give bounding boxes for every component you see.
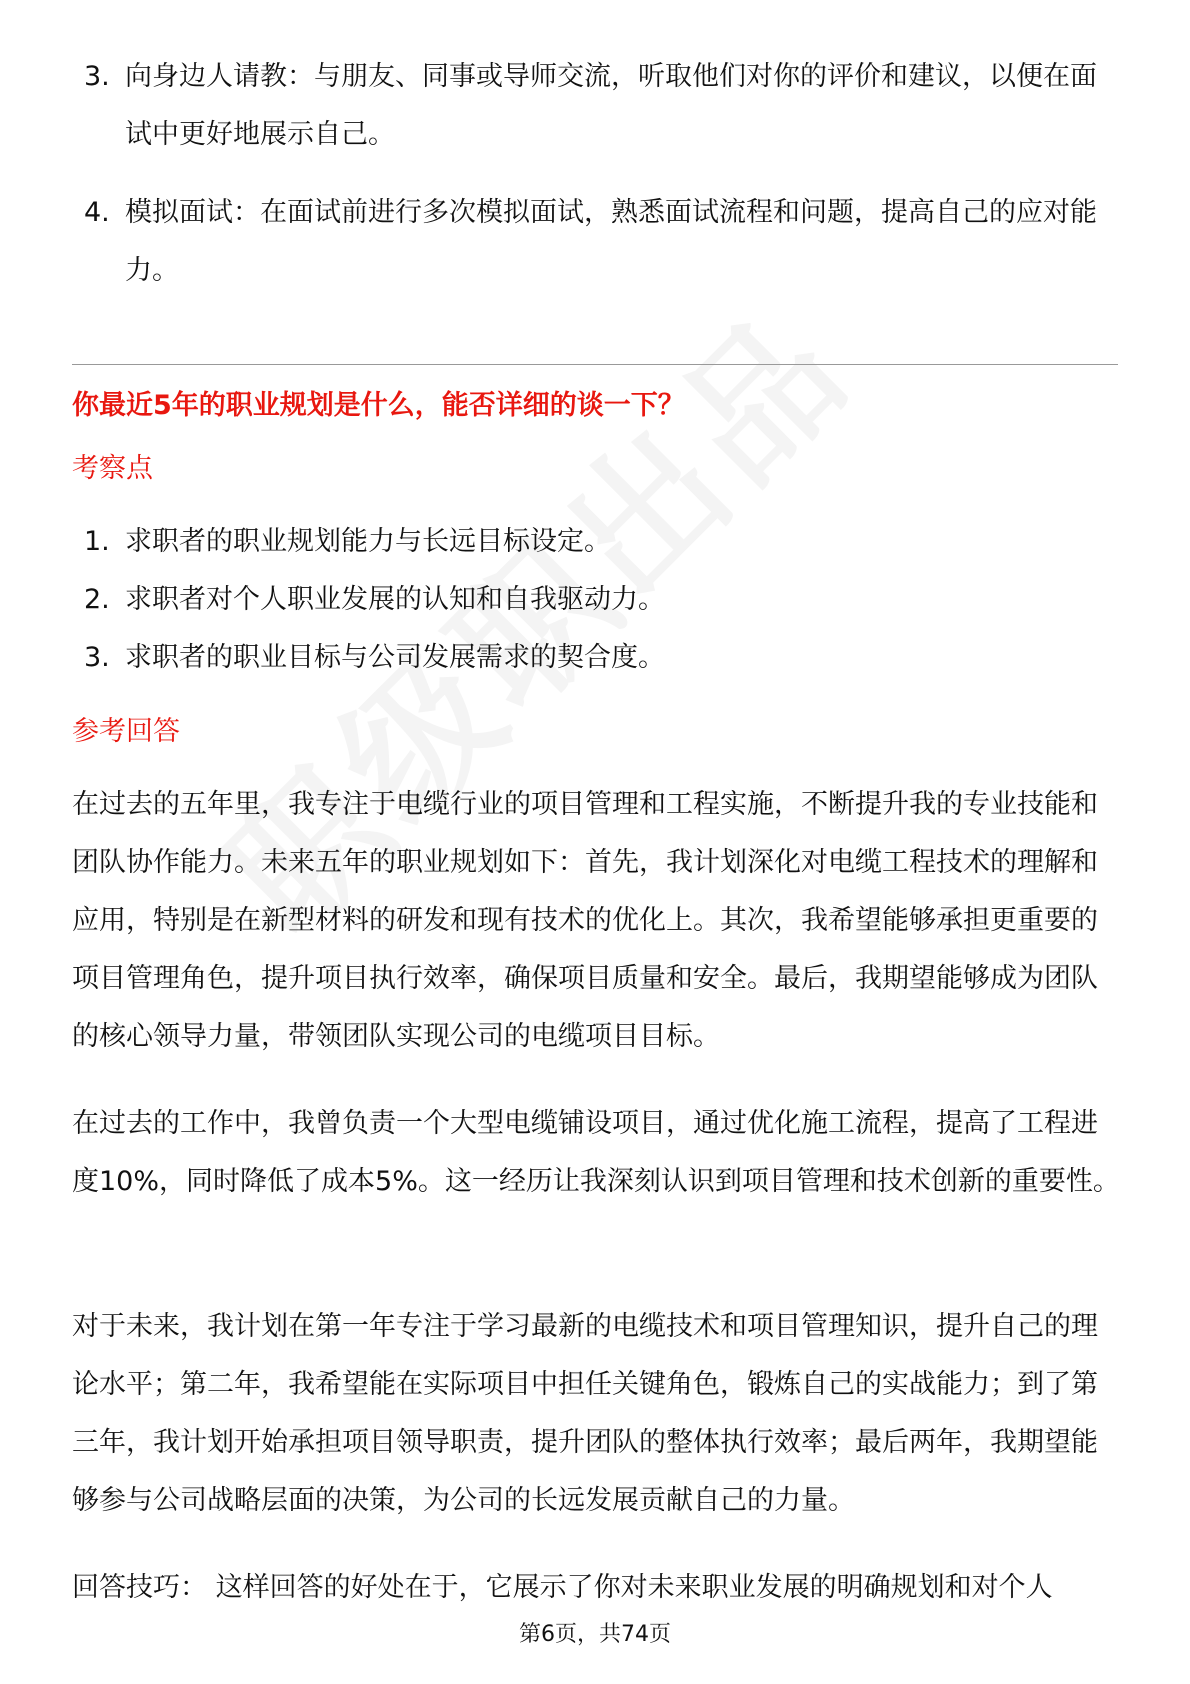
answer-tips-paragraph: 回答技巧： 这样回答的好处在于，它展示了你对未来职业发展的明确规划和对个人	[72, 1572, 1053, 1603]
list-item-text: 求职者对个人职业发展的认知和自我驱动力。	[125, 584, 665, 615]
inspection-list	[0, 513, 1190, 687]
list-item	[0, 184, 1190, 300]
answer-paragraph: 对于未来，我计划在第一年专注于学习最新的电缆技术和项目管理知识，提升自己的理论水平；第二年，我希望能在实际项目中担任关键角色，锻炼自己的实战能力；到了第三年，我计划开始承担项目领导职责，提升团队的整体执行效率；最后两年，我期望能够参与公司战略层面的决策，为公司的长远发展贡献自己的力量。	[72, 1311, 1098, 1516]
list-item-number: 3.	[84, 61, 110, 92]
list-item-text: 求职者的职业目标与公司发展需求的契合度。	[125, 642, 665, 673]
list-item	[0, 629, 1190, 687]
answer-paragraph: 在过去的工作中，我曾负责一个大型电缆铺设项目，通过优化施工流程，提高了工程进度10%，同时降低了成本5%。这一经历让我深刻认识到项目管理和技术创新的重要性。	[72, 1108, 1120, 1197]
list-item	[0, 48, 1190, 164]
list-item-text: 向身边人请教：与朋友、同事或导师交流，听取他们对你的评价和建议，以便在面试中更好地展示自己。	[125, 61, 1097, 150]
list-item-number: 4.	[84, 197, 110, 228]
list-item-number: 1.	[84, 526, 110, 557]
answer-heading: 参考回答	[72, 716, 180, 747]
section-divider	[72, 364, 1118, 365]
list-item	[0, 513, 1190, 571]
answer-paragraph: 在过去的五年里，我专注于电缆行业的项目管理和工程实施，不断提升我的专业技能和团队协作能力。未来五年的职业规划如下：首先，我计划深化对电缆工程技术的理解和应用，特别是在新型材料的研发和现有技术的优化上。其次，我希望能够承担更重要的项目管理角色，提升项目执行效率，确保项目质量和安全。最后，我期望能够成为团队的核心领导力量，带领团队实现公司的电缆项目目标。	[72, 789, 1098, 1052]
list-item	[0, 571, 1190, 629]
list-item-text: 模拟面试：在面试前进行多次模拟面试，熟悉面试流程和问题，提高自己的应对能力。	[125, 197, 1097, 286]
page-number: 第6页，共74页	[519, 1622, 671, 1647]
tips-list	[0, 48, 1190, 300]
list-item-number: 3.	[84, 642, 110, 673]
list-item-text: 求职者的职业规划能力与长远目标设定。	[125, 526, 611, 557]
question-title: 你最近5年的职业规划是什么，能否详细的谈一下？	[72, 390, 685, 421]
inspection-heading: 考察点	[72, 453, 153, 484]
list-item-number: 2.	[84, 584, 110, 615]
